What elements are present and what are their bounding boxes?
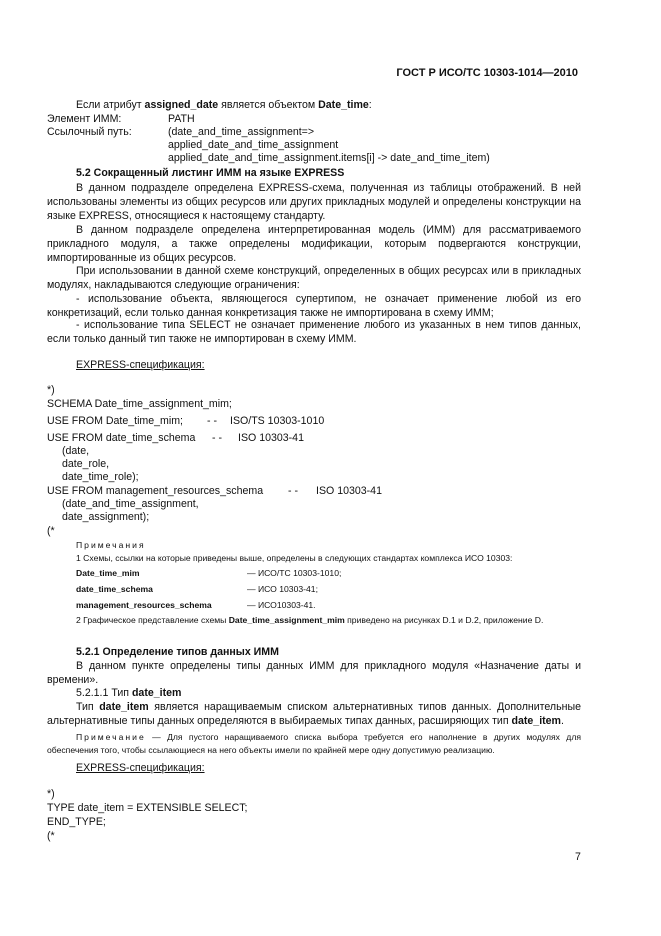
import-item: date_role, — [62, 458, 110, 470]
import-item: (date, — [62, 445, 90, 457]
standard-reference: ISO 10303-41 — [238, 432, 304, 444]
clause-heading — [76, 686, 181, 700]
element-label: Элемент ИММ: — [47, 113, 122, 125]
attribute-condition — [76, 98, 372, 112]
comment-open: (* — [47, 830, 55, 842]
subsection-heading: 5.2.1 Определение типов данных ИММ — [76, 646, 279, 658]
comment-separator: - - — [207, 415, 217, 427]
condition-middle: является объектом — [218, 99, 319, 111]
paragraph: В данном подразделе определена интерпретированная модель (ИММ) для рассматриваемого прикладного модуля, а также определены модификации, которым подвергаются конструкции, импортированные из общих ресурсов. — [47, 224, 581, 264]
section-heading: 5.2 Сокращенный листинг ИММ на языке EXPRESS — [76, 167, 345, 179]
express-spec-label: EXPRESS-спецификация: — [76, 359, 205, 371]
condition-suffix: : — [368, 99, 372, 111]
note-text — [47, 731, 581, 757]
note-text — [47, 614, 581, 627]
reference-path-line: (date_and_time_assignment=> — [168, 126, 315, 138]
standard-reference: ISO 10303-41 — [316, 485, 382, 497]
comment-separator: - - — [288, 485, 298, 497]
schema-name: Date_time_assignment_mim — [228, 615, 345, 625]
type-name: date_item — [511, 715, 561, 727]
paragraph — [47, 700, 581, 728]
schema-name: Date_time_mim — [76, 568, 140, 578]
paragraph: В данном подразделе определена EXPRESS-схема, полученная из таблицы отображений. В ней использованы элементы из общих ресурсов или других прикладных модулей и определены конструкции на языке EXPRESS, относящиеся к настоящему стандарту. — [47, 182, 581, 222]
paragraph: - использование типа SELECT не означает применение любого из указанных в нем типов данных, если только данный тип также не импортирован в схему ИММ. — [47, 319, 581, 345]
comment-open: (* — [47, 525, 55, 537]
note-suffix: приведено на рисунках D.1 и D.2, приложение D. — [344, 615, 544, 625]
comment-separator: - - — [212, 432, 222, 444]
comment-close: *) — [47, 788, 55, 800]
use-from-statement: USE FROM Date_time_mim; — [47, 415, 183, 427]
type-name: date_item — [131, 687, 182, 699]
text-run: Тип — [76, 701, 100, 713]
express-spec-label: EXPRESS-спецификация: — [76, 762, 205, 774]
import-item: date_assignment); — [62, 511, 150, 523]
comment-close: *) — [47, 384, 55, 396]
paragraph: - использование объекта, являющегося супертипом, не означает применение любой из его конкретизаций, если только данная конкретизация также не импортирована в схему ИММ; — [47, 293, 581, 319]
element-value: PATH — [168, 113, 195, 125]
reference-path-line: applied_date_and_time_assignment.items[i] -> date_and_time_item) — [168, 152, 490, 164]
type-declaration: TYPE date_item = EXTENSIBLE SELECT; — [47, 802, 248, 814]
schema-declaration: SCHEMA Date_time_assignment_mim; — [47, 398, 232, 410]
paragraph: В данном пункте определены типы данных ИММ для прикладного модуля «Назначение даты и времени». — [47, 660, 581, 686]
clause-number: 5.2.1.1 Тип — [76, 687, 132, 699]
import-item: date_time_role); — [62, 471, 139, 483]
type-name: date_item — [99, 701, 149, 713]
type-end: END_TYPE; — [47, 816, 106, 828]
object-name: Date_time — [318, 99, 369, 111]
document-code: ГОСТ Р ИСО/ТС 10303-1014—2010 — [396, 67, 578, 79]
reference-path-line: applied_date_and_time_assignment — [168, 139, 339, 151]
condition-prefix: Если атрибут — [76, 99, 145, 111]
paragraph: При использовании в данной схеме конструкций, определенных в общих ресурсах или в прикладных модулях, накладываются следующие ограничения: — [47, 265, 581, 291]
schema-standard: — ИСО10303-41. — [247, 600, 316, 610]
notes-heading: Примечания — [76, 540, 146, 550]
schema-name: date_time_schema — [76, 584, 153, 594]
reference-path-label: Ссылочный путь: — [47, 126, 132, 138]
page-number: 7 — [575, 851, 581, 863]
schema-name: management_resources_schema — [76, 600, 212, 610]
use-from-statement: USE FROM date_time_schema — [47, 432, 196, 444]
text-run: является наращиваемым списком альтернативных типов данных. Дополнительные альтернативные типы данных определяются в выбираемых типах данных, расширяющих тип — [47, 701, 581, 727]
note-body: — Для пустого наращиваемого списка выбора требуется его наполнение в других модулях для обеспечения того, чтобы ссылающиеся на него объекты имели по крайней мере одну допустимую реализацию. — [47, 732, 581, 755]
note-label: Примечание — [76, 732, 146, 742]
attribute-name: assigned_date — [144, 99, 219, 111]
schema-standard: — ИСО/ТС 10303-1010; — [247, 568, 342, 578]
import-item: (date_and_time_assignment, — [62, 498, 199, 510]
note-prefix: 2 Графическое представление схемы — [76, 615, 229, 625]
standard-reference: ISO/TS 10303-1010 — [230, 415, 325, 427]
use-from-statement: USE FROM management_resources_schema — [47, 485, 264, 497]
note-text: 1 Схемы, ссылки на которые приведены выше, определены в следующих стандартах комплекса ИСО 10303: — [76, 553, 513, 563]
schema-standard: — ИСО 10303-41; — [247, 584, 318, 594]
text-run: . — [560, 715, 564, 727]
